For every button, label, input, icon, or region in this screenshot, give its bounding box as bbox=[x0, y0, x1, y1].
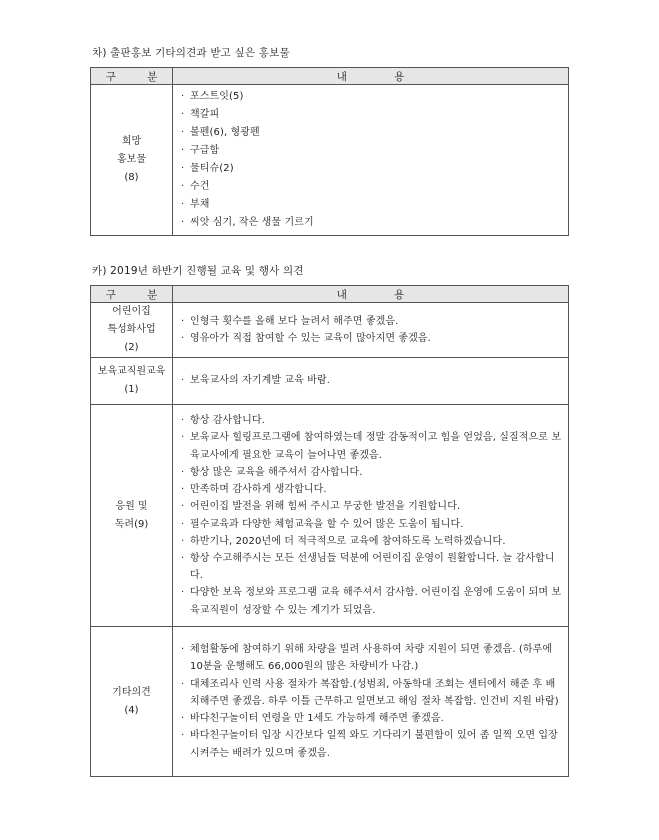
table-row bbox=[91, 303, 569, 358]
list-item: · 볼펜(6), 형광펜 bbox=[181, 124, 562, 142]
table-header-row bbox=[91, 286, 569, 303]
list-item: · 책갈피 bbox=[181, 106, 562, 124]
list-item: · 수건 bbox=[181, 178, 562, 196]
list-item: · 바다친구놀이터 연령을 만 1세도 가능하게 해주면 좋겠음. bbox=[181, 710, 562, 727]
category-line: 기타의견 bbox=[112, 686, 151, 698]
list-item: · 물티슈(2) bbox=[181, 160, 562, 178]
list-item: · 구급함 bbox=[181, 142, 562, 160]
content-cell bbox=[173, 405, 569, 627]
list-item: · 바다친구놀이터 입장 시간보다 일찍 와도 기다리기 불편함이 있어 좀 일찍 오면 입장시켜주는 배려가 있으며 좋겠음. bbox=[181, 727, 562, 761]
table-row bbox=[91, 358, 569, 405]
category-line: (8) bbox=[124, 172, 139, 183]
content-cell bbox=[173, 303, 569, 358]
table-row bbox=[91, 405, 569, 627]
list-item: · 인형극 횟수를 올해 보다 늘려서 해주면 좋겠음. bbox=[181, 313, 562, 330]
list-item: · 항상 수고해주시는 모든 선생님들 덕분에 어린이집 운영이 원활합니다. 늘 감사합니다. bbox=[181, 550, 562, 584]
category-cell bbox=[91, 85, 173, 236]
list-item: · 체험활동에 참여하기 위해 차량을 빌려 사용하여 차량 지원이 되면 좋겠음. (하루에 10분을 운행해도 66,000원의 많은 차량비가 나감.) bbox=[181, 641, 562, 675]
list-item: · 씨앗 심기, 작은 생물 기르기 bbox=[181, 214, 562, 232]
list-item: · 만족하며 감사하게 생각합니다. bbox=[181, 481, 562, 498]
header-gubun: 구 분 bbox=[91, 286, 173, 303]
header-naeyong: 내 용 bbox=[173, 68, 569, 85]
category-line: 응원 및 bbox=[115, 500, 148, 512]
list-item: · 영유아가 직접 참여할 수 있는 교육이 많아지면 좋겠음. bbox=[181, 330, 562, 347]
events-table bbox=[90, 285, 569, 777]
list-item: · 어린이집 발전을 위해 힘써 주시고 무궁한 발전을 기원합니다. bbox=[181, 498, 562, 515]
category-line: 희망 bbox=[121, 136, 142, 147]
list-item: · 보육교사 힐링프로그램에 참여하였는데 정말 감동적이고 힘을 얻었음, 실질적으로 보육교사에게 필요한 교육이 늘어나면 좋겠음. bbox=[181, 429, 562, 463]
category-line: 보육교직원교육 bbox=[97, 366, 166, 377]
content-cell bbox=[173, 627, 569, 777]
list-item: · 대체조리사 인력 사용 절차가 복잡함.(성범죄, 아동학대 조회는 센터에서 해준 후 배치해주면 좋겠음. 하루 이틀 근무하고 일면보고 해임 절차 복잡함. 인건비 지원 바람) bbox=[181, 676, 562, 710]
category-cell bbox=[91, 303, 173, 358]
category-line: 특성화사업 bbox=[107, 324, 156, 335]
category-cell bbox=[91, 627, 173, 777]
category-line: 홍보물 bbox=[117, 154, 146, 165]
category-line: 어린이집 bbox=[112, 306, 151, 317]
table-header-row bbox=[91, 68, 569, 85]
category-cell bbox=[91, 358, 173, 405]
header-gubun: 구 분 bbox=[91, 68, 173, 85]
header-naeyong: 내 용 bbox=[173, 286, 569, 303]
list-item: · 항상 감사합니다. bbox=[181, 412, 562, 429]
table-row bbox=[91, 85, 569, 236]
list-item: · 포스트잇(5) bbox=[181, 88, 562, 106]
list-item: · 다양한 보육 정보와 프로그램 교육 해주셔서 감사함. 어린이집 운영에 도움이 되며 보육교직원이 성장할 수 있는 계기가 되었음. bbox=[181, 584, 562, 618]
section-title-cha: 차) 출판홍보 기타의견과 받고 싶은 홍보물 bbox=[92, 47, 290, 59]
list-item: · 항상 많은 교육을 해주셔서 감사합니다. bbox=[181, 464, 562, 481]
list-item: · 필수교육과 다양한 체험교육을 할 수 있어 많은 도움이 됩니다. bbox=[181, 516, 562, 533]
content-cell bbox=[173, 85, 569, 236]
category-line: 독려(9) bbox=[114, 518, 149, 530]
list-item: · 부채 bbox=[181, 196, 562, 214]
section-title-ka: 카) 2019년 하반기 진행될 교육 및 행사 의견 bbox=[92, 265, 304, 277]
category-line: (1) bbox=[124, 384, 139, 395]
list-item: · 하반기나, 2020년에 더 적극적으로 교육에 참여하도록 노력하겠습니다. bbox=[181, 533, 562, 550]
list-item: · 보육교사의 자기계발 교육 바람. bbox=[181, 372, 562, 389]
content-cell bbox=[173, 358, 569, 405]
table-row bbox=[91, 627, 569, 777]
category-cell bbox=[91, 405, 173, 627]
promo-table bbox=[90, 67, 569, 236]
category-line: (2) bbox=[124, 342, 139, 353]
category-line: (4) bbox=[124, 704, 139, 716]
